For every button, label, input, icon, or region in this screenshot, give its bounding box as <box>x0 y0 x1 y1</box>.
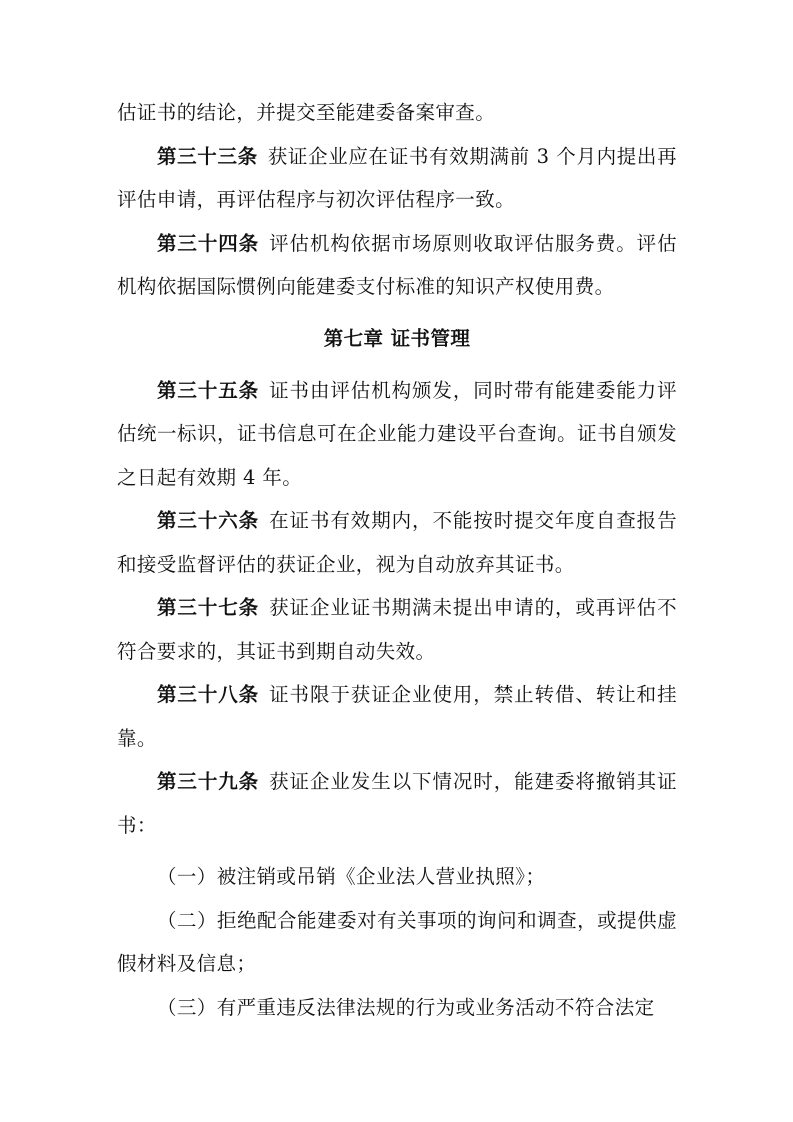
article-label: 第三十九条 <box>157 770 260 793</box>
article-37 <box>117 586 677 673</box>
article-label: 第三十八条 <box>157 683 260 706</box>
article-text: 获证企业应在证书有效期满前 3 个月内提出再评估申请，再评估程序与初次评估程序一致。 <box>117 144 677 211</box>
article-text: 获证企业证书期满未提出申请的，或再评估不符合要求的，其证书到期自动失效。 <box>117 596 677 663</box>
article-text: 证书限于获证企业使用，禁止转借、转让和挂靠。 <box>117 683 677 750</box>
spacer <box>117 847 677 855</box>
article-label: 第三十五条 <box>157 378 260 402</box>
article-label: 第三十七条 <box>157 596 260 619</box>
article-label: 第三十四条 <box>157 231 260 255</box>
chapter-title: 第七章 证书管理 <box>323 326 471 350</box>
article-text: 评估机构依据市场原则收取评估服务费。评估机构依据国际惯例向能建委支付标准的知识产权使用费。 <box>117 231 677 298</box>
list-item-3: （三）有严重违反法律法规的行为或业务活动不符合法定 <box>157 995 655 1019</box>
article-label: 第三十三条 <box>157 144 258 168</box>
continuation-paragraph: 估证书的结论，并提交至能建委备案审查。 <box>117 101 496 124</box>
article-35 <box>117 369 677 500</box>
article-38 <box>117 673 677 760</box>
article-36 <box>117 499 677 586</box>
article-text: 在证书有效期内，不能按时提交年度自查报告和接受监督评估的获证企业，视为自动放弃其证书。 <box>117 509 677 576</box>
article-label: 第三十六条 <box>157 509 260 532</box>
article-39 <box>117 760 677 847</box>
list-item-2: （二）拒绝配合能建委对有关事项的询问和调查，或提供虚假材料及信息； <box>117 908 677 975</box>
list-item-1: （一）被注销或吊销《企业法人营业执照》； <box>157 865 546 888</box>
article-33 <box>117 135 677 222</box>
article-text: 证书由评估机构颁发，同时带有能建委能力评估统一标识，证书信息可在企业能力建设平台查询。证书自颁发之日起有效期 4 年。 <box>117 378 677 489</box>
article-text: 获证企业发生以下情况时，能建委将撤销其证书： <box>117 770 677 837</box>
document-page <box>117 91 677 1029</box>
article-34 <box>117 222 677 309</box>
